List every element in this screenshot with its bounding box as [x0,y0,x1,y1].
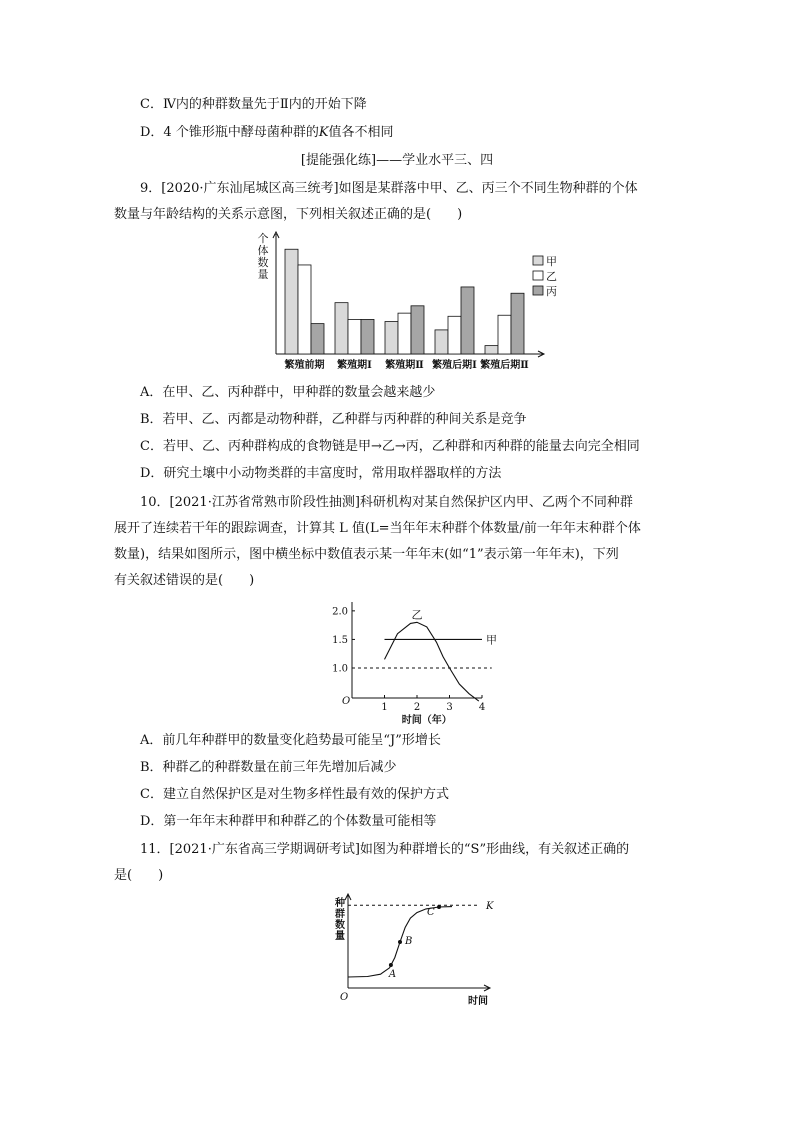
q10-option-c: C．建立自然保护区是对生物多样性最有效的保护方式 [140,787,449,802]
y-label-char: 体 [257,244,269,257]
bar-乙-4 [498,315,511,354]
bar-chart [250,226,570,374]
point-C [437,905,441,909]
series-line-乙 [385,622,479,701]
q10-option-d: D．第一年年末种群甲和种群乙的个体数量可能相等 [140,814,437,829]
series-label-jia: 甲 [486,633,497,647]
q9-option-c: C．若甲、乙、丙种群构成的食物链是甲→乙→丙，乙种群和丙种群的能量去向完全相同 [140,439,640,454]
y-tick-label: 1.0 [332,663,348,675]
bar-甲-1 [335,303,348,354]
point-label-B: B [405,936,413,947]
bar-丙-3 [461,287,474,354]
point-label-A: A [388,969,397,980]
q10-option-b: B．种群乙的种群数量在前三年先增加后减少 [140,760,397,775]
point-A [389,963,393,967]
x-tick-label: 2 [413,702,421,713]
q10-stem-line-2: 展开了连续若干年的跟踪调查，计算其 L 值(L=当年年末种群个体数量/前一年年末种群个体 [114,521,641,536]
bar-乙-3 [448,316,461,354]
y-label-char: 数 [335,920,345,931]
y-tick-label: 1.5 [332,634,348,646]
q9-option-b: B．若甲、乙、丙都是动物种群，乙种群与丙种群的种间关系是竞争 [140,412,527,427]
option-d-prev-k: K [318,125,329,140]
x-tick-label: 繁殖后期Ⅱ [480,360,529,371]
y-label-char: 群 [335,909,345,920]
x-axis-title: 时间 [468,996,488,1007]
option-d-prev-text-2: 值各不相同 [328,125,394,140]
bar-丙-2 [411,306,424,354]
y-label-char: 量 [335,931,345,942]
legend-swatch-丙 [533,286,543,295]
bar-甲-2 [385,322,398,354]
x-tick-label: 繁殖后期Ⅰ [432,360,477,371]
q10-stem-line-1: 10．[2021·江苏省常熟市阶段性抽测]科研机构对某自然保护区内甲、乙两个不同种群 [140,495,633,510]
y-label-char: 种 [335,898,345,909]
section-title: [提能强化练]——学业水平三、四 [300,153,494,168]
x-axis-title: 时间（年） [401,715,452,726]
l-value-line-chart [320,598,500,726]
option-c-prev: C．Ⅳ内的种群数量先于Ⅱ内的开始下降 [140,97,367,112]
y-label-char: 数 [257,256,269,269]
q9-stem-line-1: 9．[2020·广东汕尾城区高三统考]如图是某群落中甲、乙、丙三个不同生物种群的个体 [140,181,638,196]
bar-乙-1 [348,319,361,354]
x-tick-label: 繁殖期Ⅰ [337,360,372,371]
point-B [398,940,402,944]
x-tick-label: 1 [381,702,388,713]
option-d-prev [140,124,394,142]
bar-乙-0 [298,265,311,354]
q10-stem-line-4: 有关叙述错误的是( ) [114,573,255,588]
s-curve-chart [330,892,510,1012]
bar-丙-0 [311,324,324,354]
q9-option-a: A．在甲、乙、丙种群中，甲种群的数量会越来越少 [140,385,436,400]
legend-label: 甲 [546,255,557,268]
bar-甲-0 [285,249,298,354]
q11-stem-line-1: 11．[2021·广东省高三学期调研考试]如图为种群增长的“S”形曲线，有关叙述正确的 [140,842,630,857]
y-label-char: 量 [257,268,269,281]
legend-swatch-乙 [533,271,543,280]
legend-swatch-甲 [533,256,543,265]
x-tick-label: 繁殖前期 [284,360,325,371]
q10-stem-line-3: 数量)，结果如图所示，图中横坐标中数值表示某一年年末(如“1”表示第一年年末)，下列 [114,547,619,562]
origin-label: O [342,696,351,707]
series-label-yi: 乙 [411,608,423,622]
q10-option-a: A．前几年种群甲的数量变化趋势最可能呈“J”形增长 [140,733,441,748]
y-tick-label: 2.0 [332,606,348,618]
legend-label: 乙 [546,270,557,283]
option-d-prev-text-1: D．4 个锥形瓶中酵母菌种群的 [140,125,319,140]
q9-stem-line-2: 数量与年龄结构的关系示意图，下列相关叙述正确的是( ) [114,207,463,222]
point-label-C: C [427,907,435,919]
origin-label: O [340,992,349,1003]
bar-丙-1 [361,319,374,354]
bar-乙-2 [398,313,411,354]
k-label: K [486,901,494,913]
x-tick-label: 繁殖期Ⅱ [385,360,424,371]
q9-option-d: D．研究土壤中小动物类群的丰富度时，常用取样器取样的方法 [140,466,502,481]
x-tick-label: 4 [478,702,486,713]
y-label-char: 个 [257,232,269,245]
bar-甲-4 [485,346,498,354]
x-tick-label: 3 [446,702,453,713]
q11-stem-line-2: 是( ) [114,868,164,883]
legend-label: 丙 [546,285,557,298]
bar-甲-3 [435,330,448,354]
bar-丙-4 [511,293,524,354]
